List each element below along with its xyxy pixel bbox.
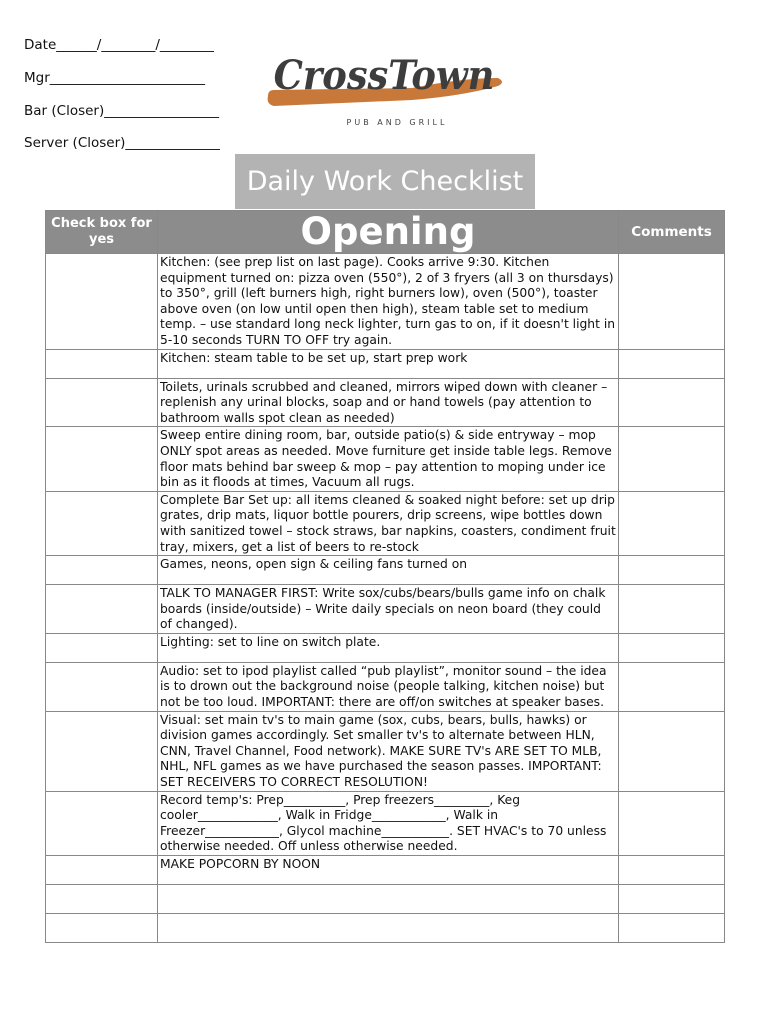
checklist-table (45, 210, 725, 943)
table-row (46, 556, 725, 585)
section-header: Opening (158, 211, 619, 254)
checkbox-cell[interactable] (46, 254, 158, 350)
comments-cell[interactable] (619, 491, 725, 555)
checkbox-cell[interactable] (46, 427, 158, 491)
comments-cell[interactable] (619, 914, 725, 943)
task-description (158, 885, 619, 914)
task-description: Visual: set main tv's to main game (sox, cubs, bears, bulls, hawks) or division games accordingly. Set smaller tv's to alternate between HLN, CNN, Travel Channel, Food network). MAKE SURE TV's ARE SET TO MLB, NHL, NFL games as we have purchased the season passes. IMPORTANT: SET RECEIVERS TO CORRECT RESOLUTION! (158, 711, 619, 791)
checkbox-cell[interactable] (46, 856, 158, 885)
table-row (46, 427, 725, 491)
table-row (46, 585, 725, 634)
manager-field[interactable]: Mgr_______________________ (24, 70, 206, 86)
table-row (46, 914, 725, 943)
task-description: Kitchen: steam table to be set up, start prep work (158, 349, 619, 378)
checkbox-cell[interactable] (46, 585, 158, 634)
title-banner (235, 154, 535, 209)
checkbox-cell[interactable] (46, 791, 158, 855)
task-description: Kitchen: (see prep list on last page). Cooks arrive 9:30. Kitchen equipment turned on: pizza oven (550°), 2 of 3 fryers (all 3 on thursdays) to 350°, grill (left burners high, right burners low), oven (500°), toaster above oven (on low until open then high), steam table set to medium temp. – use standard long neck lighter, turn gas to on, if it doesn't light in 5-10 seconds TURN TO OFF try again. (158, 254, 619, 350)
comments-cell[interactable] (619, 585, 725, 634)
task-description: Lighting: set to line on switch plate. (158, 633, 619, 662)
checkbox-cell[interactable] (46, 491, 158, 555)
table-row (46, 349, 725, 378)
table-row (46, 711, 725, 791)
table-header-row (46, 211, 725, 254)
comments-cell[interactable] (619, 556, 725, 585)
check-column-header: Check box for yes (46, 211, 158, 254)
task-description (158, 914, 619, 943)
date-field[interactable]: Date______/________/________ (24, 37, 214, 53)
crosstown-logo (262, 44, 506, 134)
checkbox-cell[interactable] (46, 914, 158, 943)
comments-cell[interactable] (619, 378, 725, 427)
bar-closer-field[interactable]: Bar (Closer)_________________ (24, 103, 219, 119)
table-row (46, 378, 725, 427)
table-row (46, 254, 725, 350)
checkbox-cell[interactable] (46, 633, 158, 662)
logo-wordmark: CrossTown (273, 52, 495, 99)
comments-cell[interactable] (619, 856, 725, 885)
checkbox-cell[interactable] (46, 349, 158, 378)
checkbox-cell[interactable] (46, 556, 158, 585)
task-description: Audio: set to ipod playlist called “pub playlist”, monitor sound – the idea is to drown out the background noise (people talking, kitchen noise) but not be too loud. IMPORTANT: there are off/on switches at speaker bases. (158, 662, 619, 711)
table-row (46, 633, 725, 662)
comments-cell[interactable] (619, 791, 725, 855)
table-row (46, 856, 725, 885)
task-description: Sweep entire dining room, bar, outside patio(s) & side entryway – mop ONLY spot areas as needed. Move furniture get inside table legs. Remove floor mats behind bar sweep & mop – pay attention to moping under ice bin as it floods at times, Vacuum all rugs. (158, 427, 619, 491)
task-description: Toilets, urinals scrubbed and cleaned, mirrors wiped down with cleaner – replenish any urinal blocks, soap and or hand towels (pay attention to bathroom walls spot clean as needed) (158, 378, 619, 427)
task-description: Complete Bar Set up: all items cleaned & soaked night before: set up drip grates, drip mats, liquor bottle pourers, drip screens, wipe bottles down with sanitized towel – stock straws, bar napkins, coasters, condiment fruit tray, mixers, get a list of beers to re-stock (158, 491, 619, 555)
task-description: Record temp's: Prep__________, Prep freezers_________, Keg cooler_____________, Walk in Fridge____________, Walk in Freezer____________, Glycol machine___________. SET HVAC's to 70 unless otherwise needed. Off unless otherwise needed. (158, 791, 619, 855)
checkbox-cell[interactable] (46, 662, 158, 711)
logo-subtitle: PUB AND GRILL (346, 118, 448, 127)
table-row (46, 885, 725, 914)
comments-cell[interactable] (619, 662, 725, 711)
task-description: MAKE POPCORN BY NOON (158, 856, 619, 885)
comments-cell[interactable] (619, 711, 725, 791)
page-title: Daily Work Checklist (246, 166, 524, 197)
comments-cell[interactable] (619, 885, 725, 914)
comments-column-header: Comments (619, 211, 725, 254)
server-closer-field[interactable]: Server (Closer)______________ (24, 135, 220, 151)
table-row (46, 491, 725, 555)
checkbox-cell[interactable] (46, 378, 158, 427)
table-row (46, 791, 725, 855)
checkbox-cell[interactable] (46, 711, 158, 791)
table-row (46, 662, 725, 711)
task-description: TALK TO MANAGER FIRST: Write sox/cubs/bears/bulls game info on chalk boards (inside/outside) – Write daily specials on neon board (they could of changed). (158, 585, 619, 634)
comments-cell[interactable] (619, 349, 725, 378)
comments-cell[interactable] (619, 254, 725, 350)
task-description: Games, neons, open sign & ceiling fans turned on (158, 556, 619, 585)
comments-cell[interactable] (619, 427, 725, 491)
checkbox-cell[interactable] (46, 885, 158, 914)
comments-cell[interactable] (619, 633, 725, 662)
